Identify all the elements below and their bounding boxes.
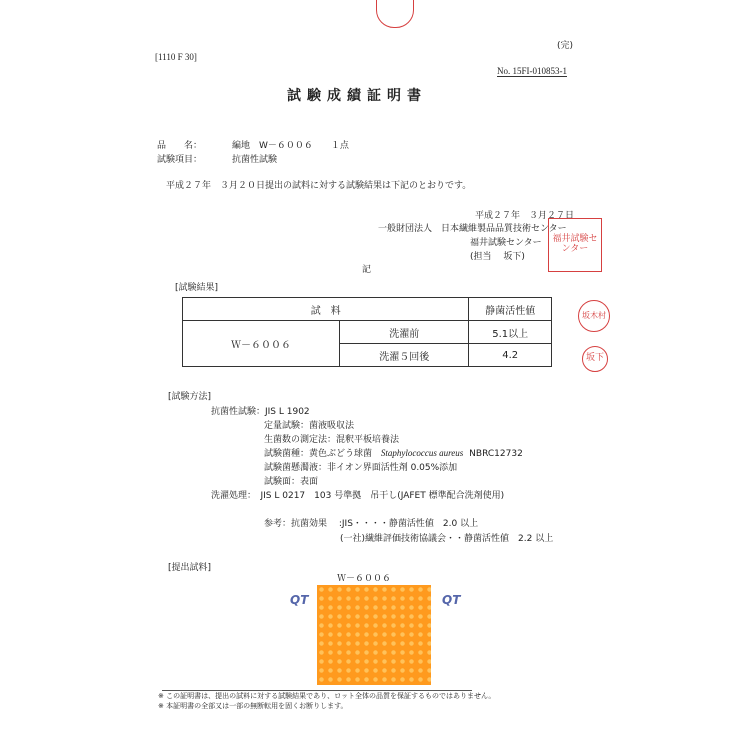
method-line: 生菌数の測定法：混釈平板培養法: [264, 435, 400, 445]
qt-logo-icon: QT: [442, 593, 461, 607]
document-title: 試験成績証明書: [287, 88, 427, 104]
document-code: [1110 F 30]: [155, 52, 197, 62]
ki-mark: 記: [362, 265, 372, 275]
fabric-sample-image: [317, 585, 431, 685]
results-table: [182, 297, 552, 367]
species-label: 試験菌種：黄色ぶどう球菌: [264, 449, 373, 459]
intro-text: 平成２７年 ３月２０日提出の試料に対する試験結果は下記のとおりです。: [166, 181, 472, 191]
issuer-org: 一般財団法人 日本繊維製品品質技術センター: [378, 224, 567, 234]
method-line: 定量試験：菌液吸収法: [264, 421, 355, 431]
reference-jis: 参考：抗菌効果 :JIS・・・・静菌活性値 2.0 以上: [264, 519, 479, 529]
top-seal: [376, 0, 414, 28]
value-cell: 5.1以上: [469, 321, 552, 344]
product-name-value: 編地 W－６００６ １点: [232, 141, 349, 151]
condition-cell: 洗濯前: [340, 321, 469, 344]
species-latin: Staphylococcus aureus: [380, 448, 464, 458]
wash-process: 洗濯処理： JIS L 0217 103 号準拠 吊干し(JAFET 標準配合洗剤使用): [211, 491, 505, 501]
product-name-label: 品 名：: [157, 141, 203, 151]
issuer-person: (担当 坂下): [470, 252, 525, 262]
person-seal: 坂下: [582, 346, 608, 372]
footnote: ※ 本証明書の全部又は一部の無断転用を固くお断りします。: [158, 702, 348, 710]
qt-logo-icon: QT: [290, 593, 309, 607]
footnote: ※ この証明書は、提出の試料に対する試験結果であり、ロット全体の品質を保証するものではありません。: [158, 692, 496, 700]
sample-cell: Ｗ－６００６: [183, 321, 340, 367]
method-line: 抗菌性試験：JIS L 1902: [211, 407, 310, 417]
complete-mark: (完): [557, 41, 574, 51]
document-number: No. 15FI-010853-1: [497, 66, 567, 76]
col-value-header: 静菌活性値: [469, 298, 552, 321]
method-line: 試験面：表面: [264, 477, 319, 487]
inspector-seal: 坂木村: [578, 300, 610, 332]
center-seal: 福井試験センター: [548, 218, 602, 272]
results-section-title: [試験結果]: [175, 283, 219, 293]
method-line: 試験菌懸濁液：非イオン界面活性剤 0.05%添加: [264, 463, 458, 473]
test-item-label: 試験項目：: [157, 155, 203, 165]
col-sample-header: 試 料: [183, 298, 469, 321]
test-item-value: 抗菌性試験: [232, 155, 278, 165]
issue-date: 平成２７年 ３月２７日: [475, 211, 575, 221]
species-strain: NBRC12732: [469, 449, 523, 459]
issuer-lab: 福井試験センター: [470, 238, 542, 248]
submitted-sample-label: Ｗ－６００６: [337, 574, 392, 584]
reference-sek: (一社)繊維評価技術協議会・・静菌活性値 2.2 以上: [340, 534, 554, 544]
method-section-title: [試験方法]: [168, 392, 212, 402]
value-cell: 4.2: [469, 344, 552, 367]
submitted-section-title: [提出試料]: [168, 563, 212, 573]
condition-cell: 洗濯５回後: [340, 344, 469, 367]
method-line-species: [264, 446, 523, 459]
